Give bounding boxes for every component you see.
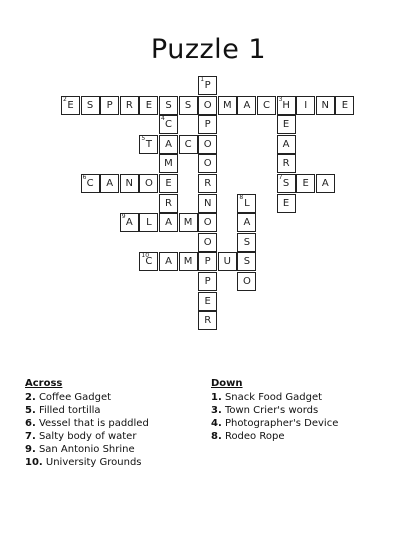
cell-letter: S [282,178,290,189]
grid-cell[interactable] [179,213,198,232]
grid-cell[interactable] [198,96,217,115]
clue-text: Town Crier's words [221,405,319,416]
grid-cell[interactable] [277,174,296,193]
cell-letter: A [282,138,290,150]
clue-number: 6. [25,418,36,429]
grid-cell[interactable] [179,135,198,154]
cell-letter: N [203,197,212,209]
cell-letter: M [183,217,193,229]
across-clues [25,377,149,469]
grid-cell[interactable] [237,233,256,252]
grid-cell[interactable] [139,96,158,115]
clue-number: 9. [25,444,36,455]
cell-letter: U [223,256,231,268]
cell-letter: T [145,138,152,150]
grid-cell[interactable] [159,115,178,134]
cell-letter: O [203,217,212,229]
cell-letter: A [165,256,172,268]
grid-cell[interactable] [81,174,100,193]
clue-text: University Grounds [42,457,142,468]
cell-letter: S [243,256,251,268]
cell-letter: E [282,197,290,209]
across-clue [25,417,149,430]
cell-letter: E [145,99,153,111]
grid-cell[interactable] [198,154,217,173]
grid-cell[interactable] [296,174,315,193]
cell-number: 10 [141,252,150,260]
cell-number: 6 [82,174,87,181]
clue-text: Coffee Gadget [35,392,112,403]
clue-number: 5. [25,405,36,416]
cell-letter: R [165,197,172,209]
down-clue [211,404,338,417]
grid-cell[interactable] [257,96,276,115]
cell-letter: N [125,178,134,189]
grid-cell[interactable] [316,174,335,193]
across-clue [25,391,149,404]
cell-letter: M [222,99,232,111]
grid-cell[interactable] [198,115,217,134]
cell-letter: R [204,315,212,327]
cell-letter: S [86,99,94,111]
cell-letter: A [106,178,114,189]
down-clue [211,417,338,430]
grid-cell[interactable] [277,115,296,134]
grid-cell[interactable] [100,174,119,193]
cell-number: 1 [200,76,205,83]
down-clue [211,391,338,404]
across-clue [25,443,149,456]
clue-number: 3. [211,405,222,416]
grid-cell[interactable] [100,96,119,115]
cell-number: 9 [121,213,126,221]
grid-cell[interactable] [139,135,158,154]
grid-cell[interactable] [198,252,217,271]
grid-cell[interactable] [120,213,139,232]
cell-letter: S [165,99,172,111]
grid-cell[interactable] [237,252,256,271]
grid-cell[interactable] [159,154,178,173]
cell-letter: O [203,158,212,170]
grid-cell[interactable] [237,194,256,213]
clue-number: 1. [211,392,222,403]
grid-cell[interactable] [237,213,256,232]
cell-letter: O [203,138,212,150]
grid-cell[interactable] [277,154,296,173]
cell-letter: A [125,217,133,229]
cell-letter: H [282,99,290,111]
down-clues [211,377,338,443]
cell-letter: M [183,256,193,268]
grid-cell[interactable] [179,96,198,115]
cell-number: 2 [63,95,67,103]
grid-cell[interactable] [277,135,296,154]
grid-cell[interactable] [277,194,296,213]
cell-letter: A [243,99,251,111]
grid-cell[interactable] [335,96,354,115]
across-clue [25,404,149,417]
cell-letter: C [184,138,192,150]
cell-letter: P [204,80,211,91]
cell-letter: R [282,158,290,170]
grid-cell[interactable] [139,252,158,271]
grid-cell[interactable] [198,233,217,252]
cell-letter: A [243,217,251,229]
cell-letter: A [165,138,172,150]
grid-cell[interactable] [277,96,296,115]
grid-cell[interactable] [198,272,217,291]
clue-number: 8. [211,431,222,442]
cell-letter: A [321,178,329,189]
grid-cell[interactable] [218,252,237,271]
grid-cell[interactable] [296,96,315,115]
grid-cell[interactable] [159,96,178,115]
grid-cell[interactable] [237,96,256,115]
cell-number: 5 [141,134,146,142]
cell-letter: E [165,178,172,189]
cell-letter: C [165,119,172,131]
grid-cell[interactable] [237,272,256,291]
cell-letter: P [106,99,113,111]
cell-letter: O [144,178,153,189]
cell-letter: E [67,99,74,111]
cell-letter: E [204,295,211,307]
cell-number: 3 [278,95,283,103]
cell-number: 7 [278,174,283,181]
cell-letter: I [304,99,308,111]
cell-letter: A [165,217,172,229]
across-clue [25,456,149,469]
grid-cell[interactable] [81,96,100,115]
cell-letter: S [184,99,192,111]
grid-cell[interactable] [159,194,178,213]
grid-cell[interactable] [198,194,217,213]
clue-number: 2. [25,392,36,403]
cell-letter: E [302,178,309,189]
cell-letter: R [125,99,133,111]
across-clue [25,430,149,443]
cell-letter: L [244,197,250,209]
cell-letter: O [203,99,212,111]
grid-cell[interactable] [316,96,335,115]
clue-text: Rodeo Rope [221,431,285,442]
cell-letter: O [203,236,212,248]
clue-number: 4. [211,418,222,429]
cell-letter: E [282,119,290,131]
grid-cell[interactable] [159,174,178,193]
grid-cell[interactable] [159,135,178,154]
clue-text: Vessel that is paddled [35,418,149,429]
clue-number: 10. [25,457,43,468]
grid-cell[interactable] [159,252,178,271]
cell-letter: C [145,256,153,268]
grid-cell[interactable] [120,174,139,193]
cell-letter: P [204,256,211,268]
cell-letter: O [242,276,251,287]
grid-cell[interactable] [120,96,139,115]
cell-letter: P [204,119,211,131]
clue-text: San Antonio Shrine [35,444,135,455]
grid-cell[interactable] [198,76,217,95]
grid-cell[interactable] [139,174,158,193]
cell-letter: E [341,99,349,111]
clue-number: 7. [25,431,36,442]
cell-letter: M [164,158,173,170]
grid-cell[interactable] [198,292,217,311]
clue-text: Photographer's Device [221,418,339,429]
cell-letter: C [86,178,94,189]
clue-text: Filled tortilla [35,405,101,416]
down-clue [211,430,338,443]
cell-letter: P [204,276,211,287]
grid-cell[interactable] [198,135,217,154]
cell-letter: R [204,178,212,189]
grid-cell[interactable] [139,213,158,232]
grid-cell[interactable] [198,174,217,193]
grid-cell[interactable] [198,213,217,232]
grid-cell[interactable] [159,213,178,232]
clue-text: Salty body of water [35,431,137,442]
down-heading: Down [211,378,243,389]
cell-number: 8 [239,193,244,201]
across-heading: Across [25,378,63,389]
cell-letter: N [321,99,330,111]
cell-letter: S [243,236,251,248]
puzzle-title: Puzzle 1 [150,34,267,65]
grid-cell[interactable] [198,311,217,330]
cell-letter: C [263,99,270,111]
cell-letter: L [146,217,152,229]
clue-text: Snack Food Gadget [221,392,323,403]
cell-number: 4 [161,115,165,123]
grid-cell[interactable] [218,96,237,115]
grid-cell[interactable] [179,252,198,271]
grid-cell[interactable] [61,96,80,115]
